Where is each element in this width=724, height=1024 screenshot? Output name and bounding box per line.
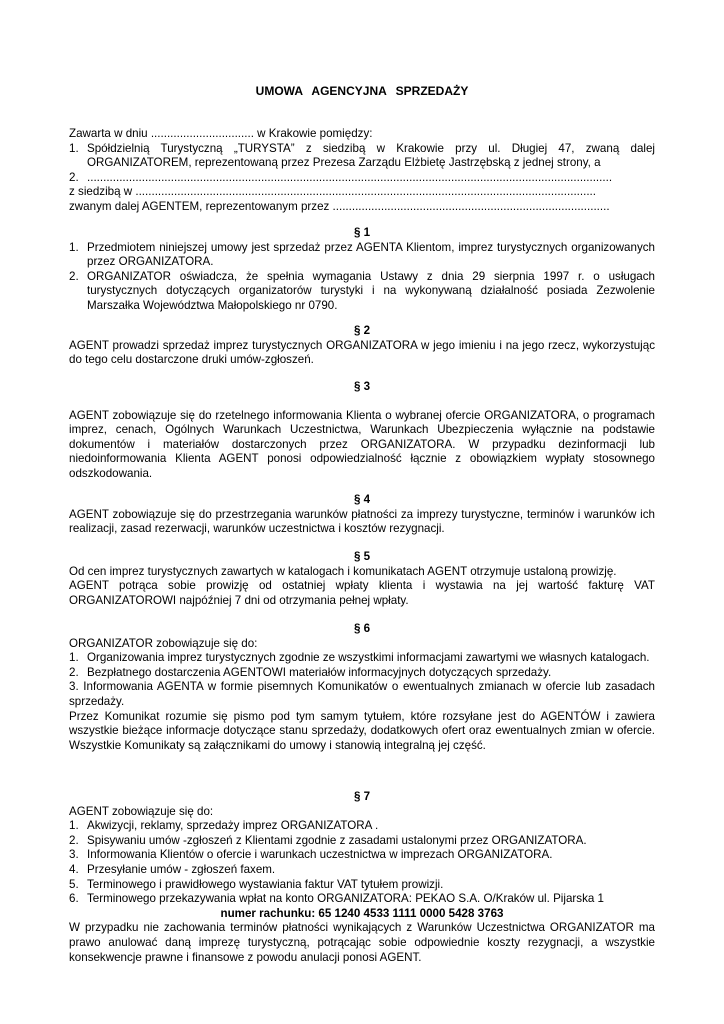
section-6-item-2: 2. Bezpłatnego dostarczenia AGENTOWI materiałów informacyjnych dotyczących sprzedaży.: [69, 665, 552, 679]
section-1-item-2: 2. ORGANIZATOR oświadcza, że spełnia wymagania Ustawy z dnia 29 sierpnia 1997 r. o usługach turystycznych dotyczących organizatorów turystyki i na wykonywaną działalność posiada Zezwolenie Marszałka Województwa Małopolskiego nr 0790.: [69, 269, 655, 312]
section-4-text: AGENT zobowiązuje się do przestrzegania warunków płatności za imprezy turystyczne, terminów i warunków ich realizacji, zasad rezerwacji, warunków uczestnictwa i kosztów rezygnacji.: [69, 507, 655, 536]
section-7-item: 1. Akwizycji, reklamy, sprzedaży imprez ORGANIZATORA .: [69, 819, 379, 833]
party-1: 1. Spółdzielnią Turystyczną „TURYSTA” z siedzibą w Krakowie przy ul. Długiej 47, zwaną dalej ORGANIZATOREM, reprezentowaną przez Prezesa Zarządu Elżbietę Jastrzębską z jednej strony, a: [69, 141, 655, 170]
section-7-lead: AGENT zobowiązuje się do:: [69, 804, 214, 818]
intro-agent: zwanym dalej AGENTEM, reprezentowanym przez ......................................................................................: [69, 199, 610, 213]
section-3-text: AGENT zobowiązuje się do rzetelnego informowania Klienta o wybranej ofercie ORGANIZATORA, o programach imprez, cenach, Ogólnych Warunkach Uczestnictwa, Warunkach Ubezpieczenia wyłącznie na podstawie dokumentów i materiałów dostarczonych przez ORGANIZATORA. W przypadku dezinformacji lub niedoinformowania Klienta AGENT ponosi odpowiedzialność łącznie z obowiązkiem wypłaty stosownego odszkodowania.: [69, 408, 655, 480]
section-1-heading: § 1: [353, 226, 371, 239]
section-5-text-2: AGENT potrąca sobie prowizję od ostatniej wpłaty klienta i wystawia na jej wartość fakturę VAT ORGANIZATOROWI najpóźniej 7 dni od otrzymania pełnej wpłaty.: [69, 579, 655, 607]
section-7-item: 3. Informowania Klientów o ofercie i warunkach uczestnictwa w imprezach ORGANIZATORA.: [69, 848, 553, 862]
section-6-item-3: 3. Informowania AGENTA w formie pisemnych Komunikatów o ewentualnych zmianach w ofercie lub zasadach sprzedaży.: [69, 680, 655, 708]
section-7-tail: W przypadku nie zachowania terminów płatności wynikających z Warunków Uczestnictwa ORGANIZATOR ma prawo anulować daną imprezę turystyczną, potrącając sobie odpowiednie koszty rezygnacji, a wszystkie konsekwencje prawne i finansowe z powodu anulacji ponosi AGENT.: [69, 921, 655, 964]
section-2: [69, 324, 655, 368]
section-4: [69, 493, 655, 537]
section-5-heading: § 5: [353, 550, 371, 563]
section-1: [69, 226, 655, 314]
section-3: [69, 380, 655, 482]
section-6-item-1: 1. Organizowania imprez turystycznych zgodnie ze wszystkimi informacjami zawartymi we własnych katalogach.: [69, 651, 650, 665]
section-7-item: 5. Terminowego i prawidłowego wystawiania faktur VAT tytułem prowizji.: [69, 877, 444, 891]
section-7-item: 6. Terminowego przekazywania wpłat na konto ORGANIZATORA: PEKAO S.A. O/Kraków ul. Pijarska 1: [69, 892, 604, 906]
section-1-item-1: 1. Przedmiotem niniejszej umowy jest sprzedaż przez AGENTA Klientom, imprez turystycznych organizowanych przez ORGANIZATORA.: [69, 240, 655, 269]
section-5-text-1: Od cen imprez turystycznych zawartych w katalogach i komunikatach AGENT otrzymuje ustaloną prowizję.: [69, 564, 617, 578]
section-2-heading: § 2: [353, 324, 371, 337]
account-number: numer rachunku: 65 1240 4533 1111 0000 5428 3763: [220, 906, 504, 920]
section-4-heading: § 4: [353, 493, 371, 506]
section-7-heading: § 7: [353, 790, 371, 803]
section-2-text: AGENT prowadzi sprzedaż imprez turystycznych ORGANIZATORA w jego imieniu i na jego rzecz, wykorzystując do tego celu dostarczone druki umów-zgłoszeń.: [69, 338, 655, 367]
document-title: UMOWA AGENCYJNA SPRZEDAŻY: [255, 84, 469, 98]
section-3-heading: § 3: [353, 380, 371, 393]
section-6: [69, 622, 655, 753]
intro-siedziba: z siedzibą w ...............................................................................................................................................: [69, 185, 596, 199]
section-6-tail: Przez Komunikat rozumie się pismo pod tym samym tytułem, które rozsyłane jest do AGENTÓW i zawiera wszystkie bieżące informacje dotyczące stanu sprzedaży, dodatkowych ofert oraz ewentualnych zmian w ofercie. Wszystkie Komunikaty są załącznikami do umowy i stanowią integralną jej część.: [69, 709, 655, 752]
section-5: [69, 550, 655, 608]
intro-section: [69, 127, 655, 215]
intro-date-line: Zawarta w dniu ................................ w Krakowie pomiędzy:: [69, 127, 373, 140]
section-6-heading: § 6: [353, 622, 371, 635]
section-7-item: 4. Przesyłanie umów - zgłoszeń faxem.: [69, 862, 276, 876]
section-7-item: 2. Spisywaniu umów -zgłoszeń z Klientami zgodnie z zasadami ustalonymi przez ORGANIZATORA.: [69, 833, 587, 847]
section-7: [69, 790, 655, 965]
party-2: 2. ...................................................................................................................................................................: [69, 170, 613, 184]
section-6-lead: ORGANIZATOR zobowiązuje się do:: [69, 636, 258, 650]
